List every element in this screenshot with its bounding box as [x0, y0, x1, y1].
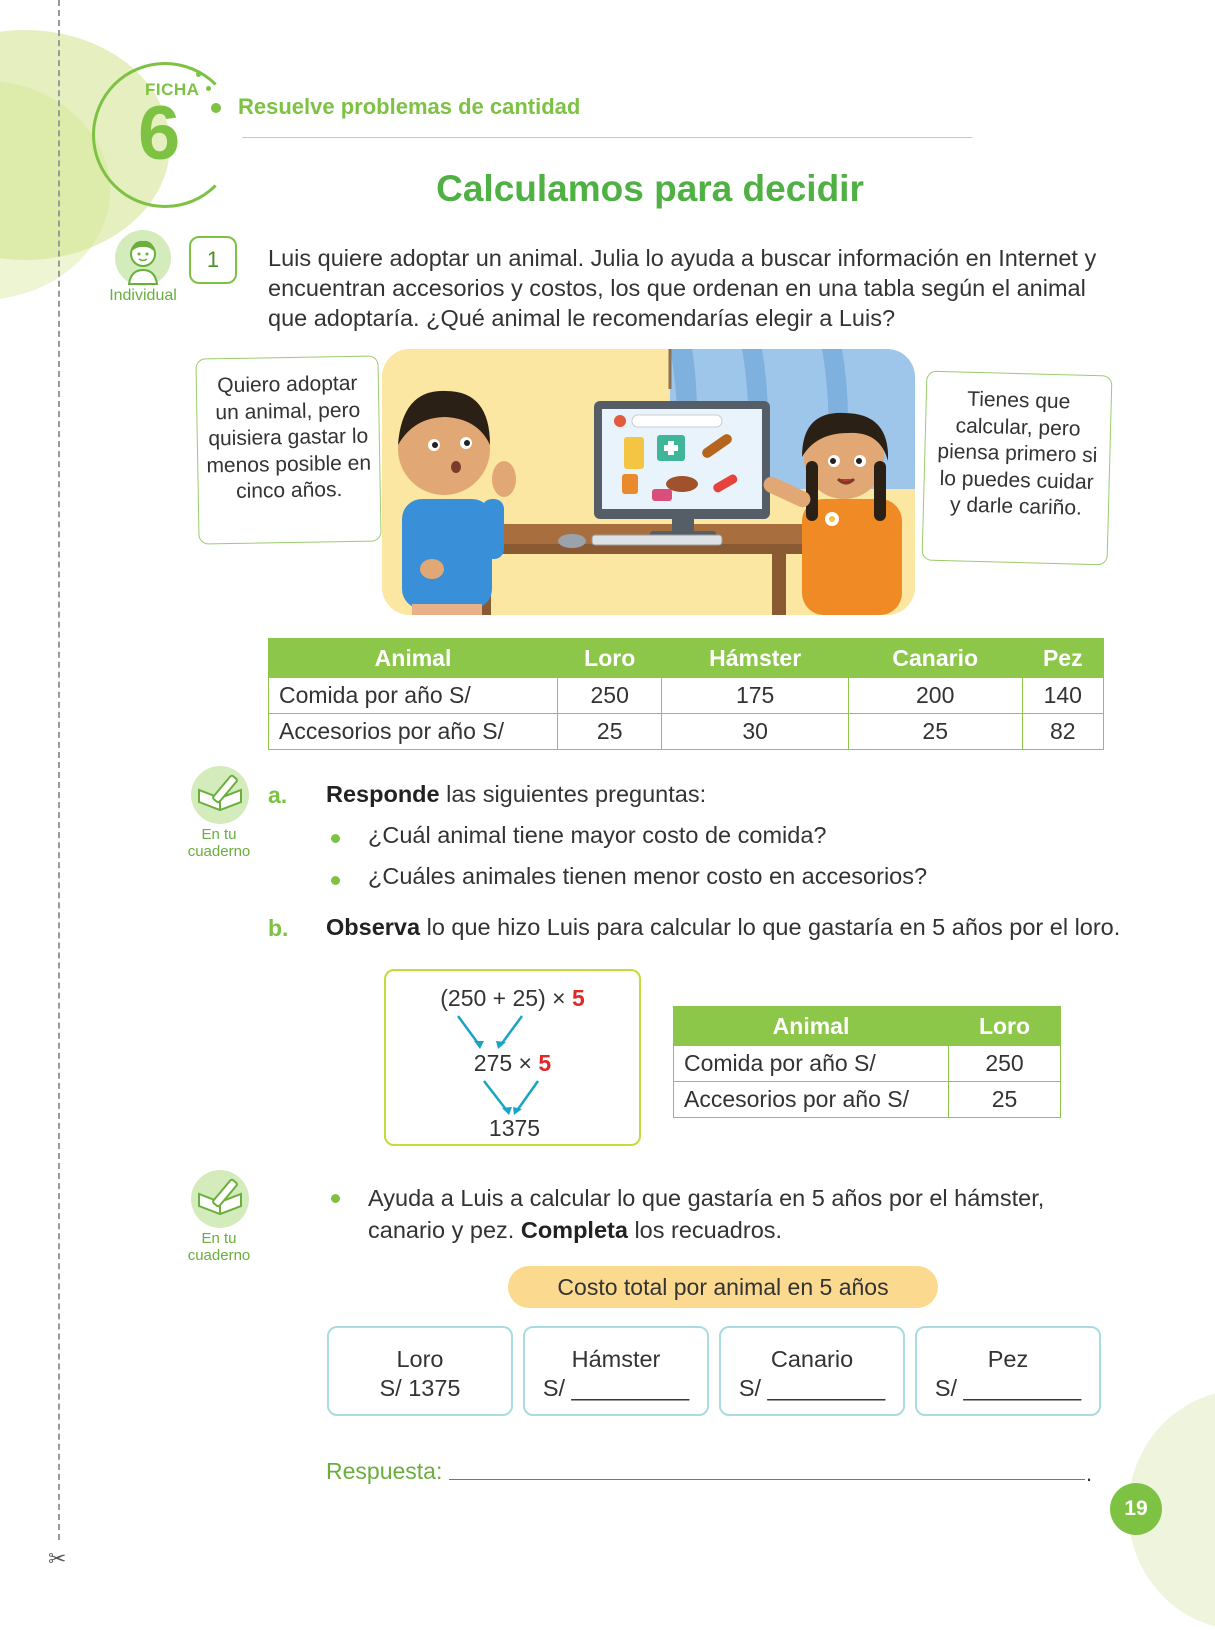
table-cell: Accesorios por año S/ [269, 714, 558, 750]
table-row [674, 1046, 1061, 1082]
card-name: Loro [396, 1346, 444, 1372]
ficha-number: 6 [138, 91, 181, 176]
answer-line[interactable] [449, 1479, 1085, 1480]
table-cell: 25 [558, 714, 662, 750]
card-value-blank[interactable]: S/ _________ [738, 1375, 886, 1401]
page-number: 19 [1110, 1483, 1162, 1535]
calculation-box [384, 969, 641, 1146]
card-canario[interactable] [719, 1326, 905, 1416]
bullet-icon [331, 834, 340, 843]
bullet-icon [331, 876, 340, 885]
activity-intro: Luis quiere adoptar un animal. Julia lo ayuda a buscar información en Internet y encuentran accesorios y costos, los que ordenan en una tabla según el animal que adoptaría. ¿Qué animal le recomendarías elegir a Luis? [268, 245, 1097, 331]
table-header-cell: Animal [269, 639, 558, 678]
calc-step-2: 275 × 5 [473, 1050, 552, 1076]
notebook-label: En tu cuaderno [187, 1230, 251, 1264]
table-cell: Comida por año S/ [269, 678, 558, 714]
luis-speech-bubble: Quiero adoptar un animal, pero quisiera gastar lo menos posible en cinco años. [195, 355, 381, 544]
table-header-cell: Pez [1022, 639, 1103, 678]
table-cell: 250 [558, 678, 662, 714]
table-cell: 82 [1022, 714, 1103, 750]
bullet-icon [331, 1194, 340, 1203]
decor-dot [206, 86, 211, 91]
calc-arrows-icon [446, 1013, 526, 1053]
notebook-pencil-icon [191, 766, 249, 824]
table-header-cell: Animal [674, 1007, 949, 1046]
calc-arrows-icon-2 [476, 1078, 556, 1118]
card-value-blank[interactable]: S/ _________ [934, 1375, 1082, 1401]
answer-label: Respuesta: [326, 1458, 443, 1484]
activity-number: 1 [189, 236, 237, 284]
answer-period: . [1086, 1461, 1093, 1486]
individual-student-icon [115, 230, 171, 286]
total-cost-label: Costo total por animal en 5 años [508, 1266, 938, 1308]
question-item: ¿Cuál animal tiene mayor costo de comida? [368, 822, 827, 848]
card-hamster[interactable] [523, 1326, 709, 1416]
card-loro [327, 1326, 513, 1416]
table-row [674, 1082, 1061, 1118]
individual-label: Individual [109, 287, 177, 304]
table-cell: Comida por año S/ [674, 1046, 949, 1082]
table-header-cell: Loro [558, 639, 662, 678]
kids-computer-illustration [382, 349, 915, 615]
table-header-cell: Loro [949, 1007, 1061, 1046]
part-b-instruction: Observa lo que hizo Luis para calcular lo que gastaría en 5 años por el loro. [326, 914, 1121, 940]
part-a-letter: a. [268, 782, 288, 808]
table-cell: 30 [662, 714, 848, 750]
bullet-dot-icon [211, 103, 221, 113]
calc-result: 1375 [488, 1115, 541, 1141]
table-cell: 25 [949, 1082, 1061, 1118]
card-value-blank[interactable]: S/ _________ [542, 1375, 690, 1401]
card-name: Hámster [571, 1346, 661, 1372]
calc-step-1: (250 + 25) × 5 [440, 985, 585, 1011]
table-header-cell: Hámster [662, 639, 848, 678]
table-cell: 200 [848, 678, 1022, 714]
card-name: Canario [770, 1346, 854, 1372]
task-instruction: Ayuda a Luis a calcular lo que gastaría en 5 años por el hámster, canario y pez. Completa los recuadros. [368, 1185, 1045, 1243]
header-divider [242, 137, 972, 138]
costs-table [268, 638, 1104, 750]
scissors-icon: ✂ [48, 1546, 67, 1571]
notebook-label: En tu cuaderno [187, 826, 251, 860]
decor-dot [196, 72, 201, 77]
table-header-cell: Canario [848, 639, 1022, 678]
table-cell: Accesorios por año S/ [674, 1082, 949, 1118]
table-cell: 250 [949, 1046, 1061, 1082]
cut-line [58, 0, 60, 1540]
table-row [269, 678, 1104, 714]
question-item: ¿Cuáles animales tienen menor costo en accesorios? [368, 863, 928, 889]
table-cell: 140 [1022, 678, 1103, 714]
competence-heading: Resuelve problemas de cantidad [238, 94, 581, 119]
julia-speech-bubble: Tienes que calcular, pero piensa primero si lo puedes cuidar y darle cariño. [922, 371, 1113, 566]
table-cell: 175 [662, 678, 848, 714]
table-row [269, 714, 1104, 750]
ficha-label: FICHA [145, 80, 200, 99]
table-cell: 25 [848, 714, 1022, 750]
page-title: Calculamos para decidir [436, 168, 864, 209]
card-value: S/ 1375 [379, 1375, 461, 1401]
card-pez[interactable] [915, 1326, 1101, 1416]
card-name: Pez [987, 1346, 1029, 1372]
part-a-instruction: Responde las siguientes preguntas: [326, 781, 707, 807]
notebook-pencil-icon [191, 1170, 249, 1228]
part-b-letter: b. [268, 915, 289, 941]
loro-costs-table [673, 1006, 1061, 1118]
